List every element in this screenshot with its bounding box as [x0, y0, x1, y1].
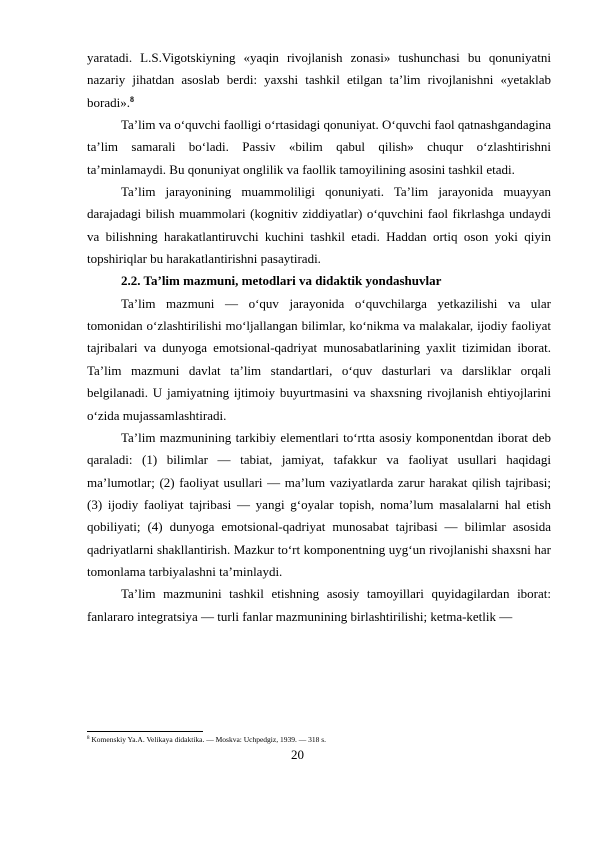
paragraph-content-definition: Ta’lim mazmuni — o‘quv jarayonida o‘quvchilarga yetkazilishi va ular tomonidan o‘zlashtirilishi mo‘ljallangan bilimlar, ko‘nikma va malakalar, ijodiy faoliyat tajribalari va dunyoga emotsional-qadriyat munosabatlarining yaxlit tizimidan iborat. Ta’lim mazmuni davlat ta’lim standartlari, o‘quv dasturlari va darsliklar orqali belgilanadi. U jamiyatning ijtimoiy buyurtmasini va shaxsning rivojlanish ehtiyojlarini o‘zida mujassamlashtiradi.	[87, 295, 551, 423]
footnote-separator	[87, 731, 203, 732]
paragraph-continuation	[87, 47, 551, 114]
footnote-text: Komenskiy Ya.A. Velikaya didaktika. — Moskva: Uchpedgiz, 1939. — 318 s.	[91, 735, 327, 744]
paragraph-problem-law: Ta’lim jarayonining muammoliligi qonuniyati. Ta’lim jarayonida muayyan darajadagi bilish muammolari (kognitiv ziddiyatlar) o‘quvchini faol fikrlashga undaydi va bilishning harakatlantiruvchi kuchini tashkil etadi. Haddan ortiq oson yoki qiyin topshiriqlar bu harakatlantirishni pasaytiradi.	[87, 184, 551, 267]
footnote-reference: 8	[129, 94, 134, 104]
body-text	[87, 47, 551, 628]
footnote	[87, 735, 551, 745]
page-number: 20	[291, 747, 304, 762]
footnote-mark: 8	[87, 736, 90, 741]
paragraph-activity-law: Ta’lim va o‘quvchi faolligi o‘rtasidagi qonuniyat. O‘quvchi faol qatnashgandagina ta’lim samarali bo‘ladi. Passiv «bilim qabul qilish» chuqur o‘zlashtirishni ta’minlamaydi. Bu qonuniyat onglilik va faollik tamoyilining asosini tashkil etadi.	[87, 117, 551, 177]
section-heading: 2.2. Ta’lim mazmuni, metodlari va didaktik yondashuvlar	[121, 273, 442, 289]
paragraph-text: yaratadi. L.S.Vigotskiyning «yaqin rivojlanish zonasi» tushunchasi bu qonuniyatni nazariy jihatdan asoslab berdi: yaxshi tashkil etilgan ta’lim rivojlanishni «yetaklab boradi».	[87, 50, 551, 110]
paragraph-content-principles: Ta’lim mazmunini tashkil etishning asosiy tamoyillari quyidagilardan iborat: fanlararo integratsiya — turli fanlar mazmunining birlashtirilishi; ketma-ketlik —	[87, 586, 551, 624]
paragraph-content-elements: Ta’lim mazmunining tarkibiy elementlari to‘rtta asosiy komponentdan iborat deb qaraladi: (1) bilimlar — tabiat, jamiyat, tafakkur va faoliyat usullari haqidagi ma’lumotlar; (2) faoliyat usullari — ma’lum vaziyatlarda zarur harakat qilish tajribasi; (3) ijodiy faoliyat tajribasi — yangi g‘oyalar topish, noma’lum masalalarni hal etish qobiliyati; (4) dunyoga emotsional-qadriyat munosabat tajribasi — bilimlar asosida qadriyatlarni shakllantirish. Mazkur to‘rt komponentning uyg‘un rivojlanishi shaxsni har tomonlama tarbiyalashni ta’minlaydi.	[87, 429, 551, 579]
